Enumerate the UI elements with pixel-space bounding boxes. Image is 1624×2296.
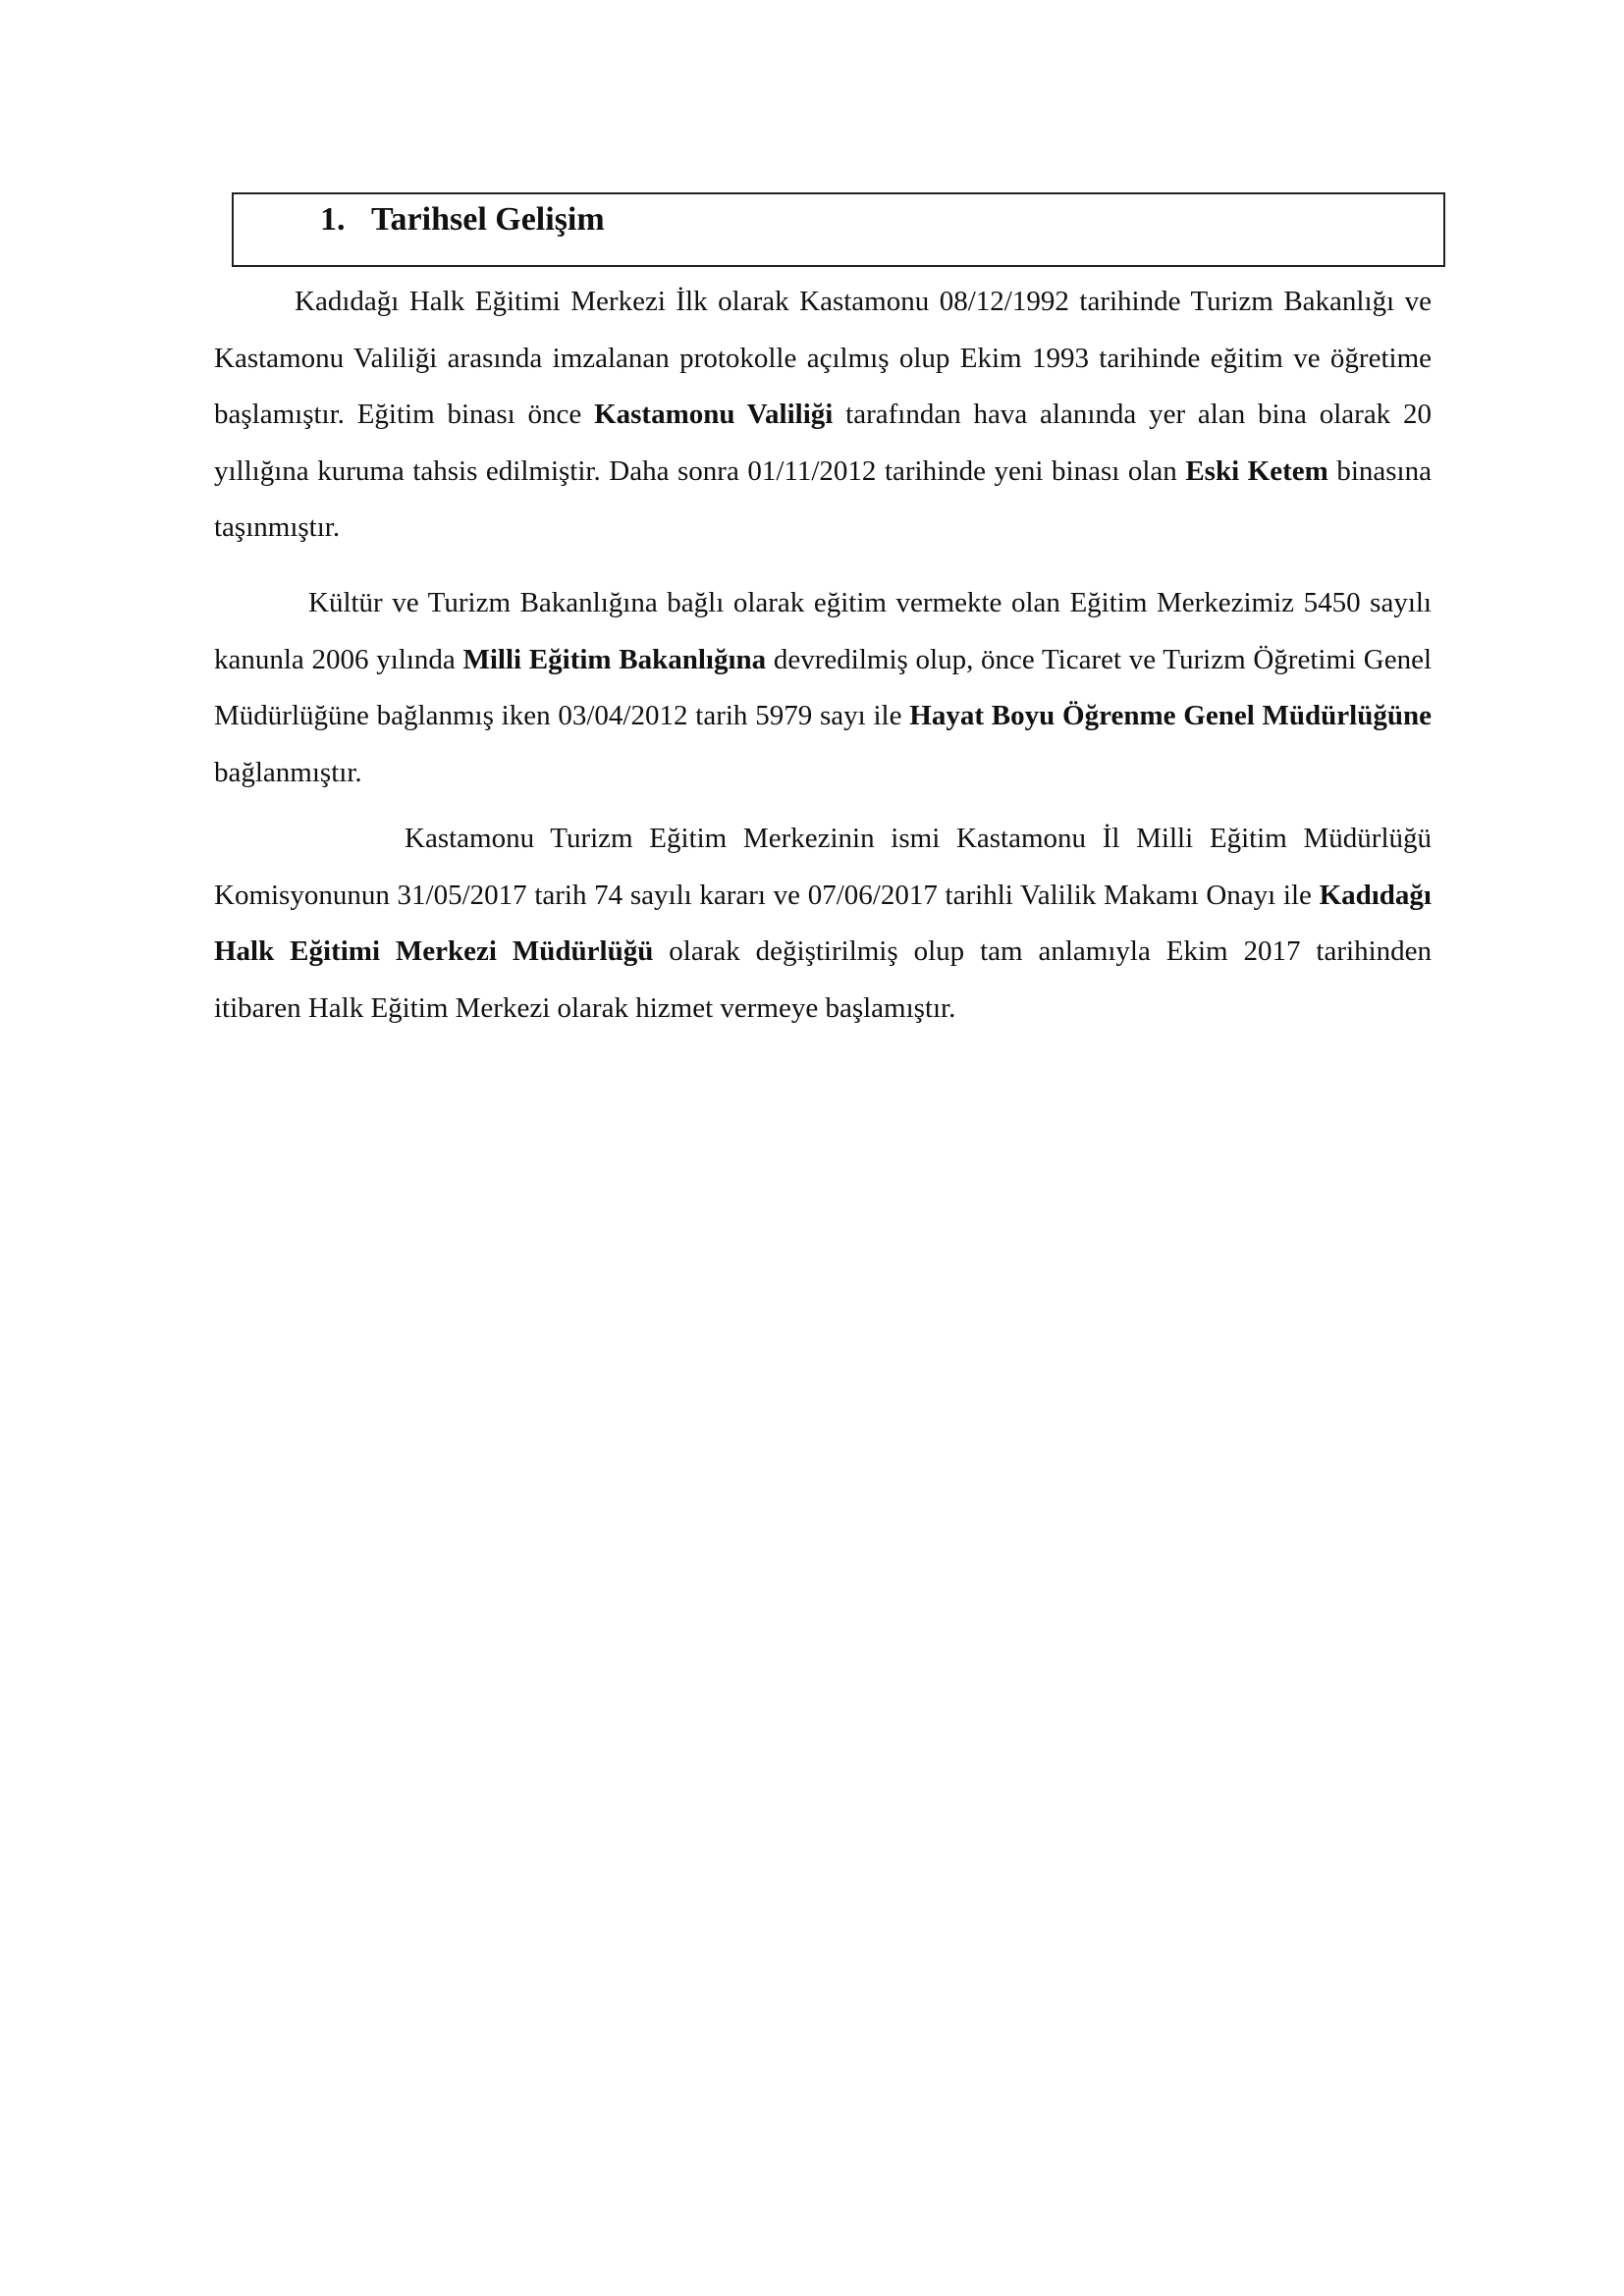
bold-text: Eski Ketem: [1185, 454, 1328, 487]
paragraph-text: olarak değiştirilmiş olup tam anlamıyla Ekim 2017 tarihinden itibaren Halk Eğitim Merkezi olarak hizmet vermeye başlamıştır.: [214, 935, 1432, 1024]
paragraph-text: Kadıdağı Halk Eğitimi Merkezi İlk olarak Kastamonu 08/12/1992 tarihinde Turizm Bakanlığı ve Kastamonu Valiliği arasında imzalanan protokolle açılmış olup Ekim 1993 tarihinde eğitim ve öğretime başlamıştır. Eğitim binası önce: [214, 286, 1432, 430]
paragraph-transfer: [214, 575, 1432, 801]
paragraph-rename: [214, 811, 1432, 1037]
section-number: 1.: [320, 201, 346, 238]
bold-text: Kadıdağı Halk Eğitimi Merkezi Müdürlüğü: [214, 879, 1432, 967]
paragraph-text: tarafından hava alanında yer alan bina olarak 20 yıllığına kuruma tahsis edilmiştir. Daha sonra 01/11/2012 tarihinde yeni binası olan: [214, 399, 1432, 487]
section-title: Tarihsel Gelişim: [371, 201, 605, 238]
paragraph-text: bağlanmıştır.: [214, 756, 362, 788]
paragraph-text: Kültür ve Turizm Bakanlığına bağlı olarak eğitim vermekte olan Eğitim Merkezimiz 5450 sayılı kanunla 2006 yılında: [214, 587, 1432, 675]
bold-text: Kastamonu Valiliği: [594, 399, 834, 430]
section-heading: [320, 196, 605, 243]
paragraph-text: devredilmiş olup, önce Ticaret ve Turizm Öğretimi Genel Müdürlüğüne bağlanmış iken 03/04/2012 tarih 5979 sayı ile: [214, 643, 1433, 731]
bold-text: Hayat Boyu Öğrenme Genel Müdürlüğüne: [909, 700, 1432, 731]
paragraph-history: [214, 274, 1432, 557]
bold-text: Milli Eğitim Bakanlığına: [462, 643, 767, 675]
paragraph-text: binasına taşınmıştır.: [214, 454, 1432, 543]
paragraph-text: Kastamonu Turizm Eğitim Merkezinin ismi Kastamonu İl Milli Eğitim Müdürlüğü Komisyonunun 31/05/2017 tarih 74 sayılı kararı ve 07/06/2017 tarihli Valilik Makamı Onayı ile: [214, 823, 1432, 911]
